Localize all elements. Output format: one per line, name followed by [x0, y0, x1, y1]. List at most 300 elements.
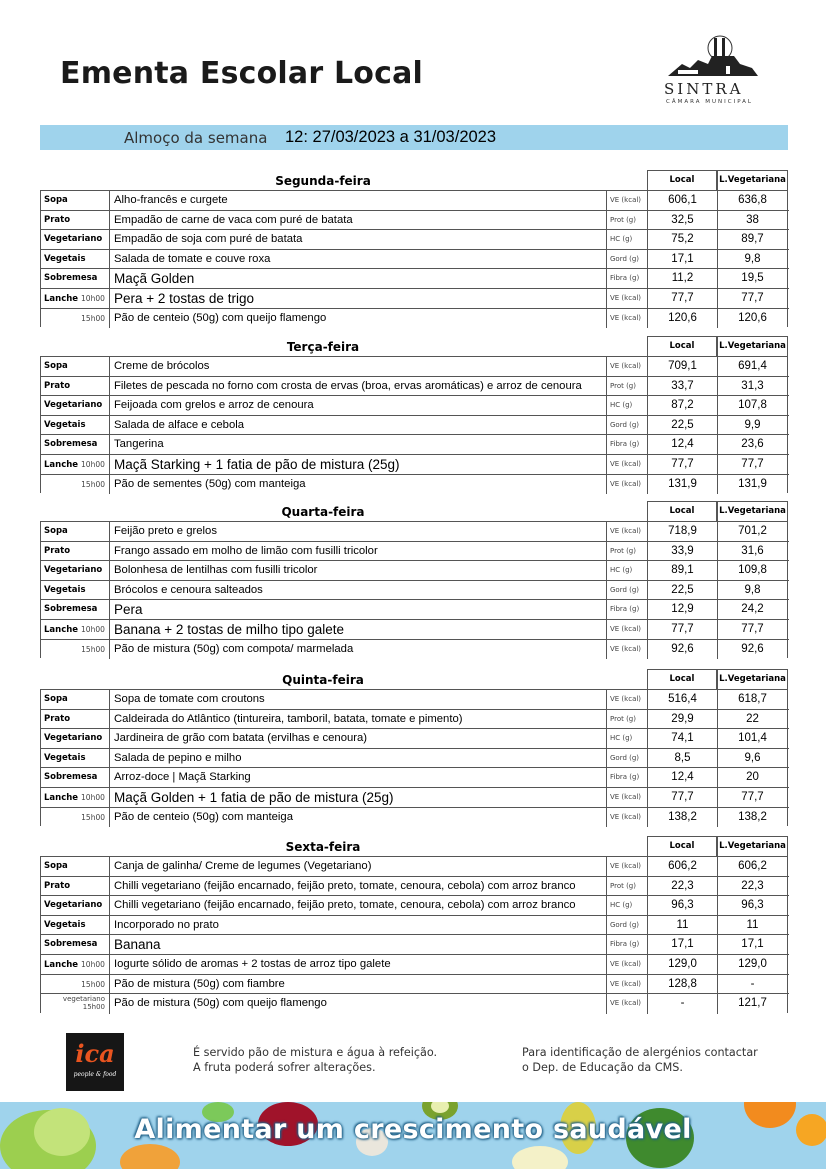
vegetarian-value: 22 — [717, 710, 787, 729]
local-value: 22,5 — [647, 416, 717, 435]
nutrient-label: VE (kcal) — [610, 313, 642, 322]
sintra-palace-icon — [668, 34, 758, 78]
category-label: Vegetais — [44, 919, 86, 930]
category-label: Vegetariano — [44, 400, 103, 411]
dish-name: Banana — [111, 935, 607, 954]
day-header — [40, 170, 788, 190]
table-row — [41, 455, 789, 475]
nutrient-label: Gord (g) — [610, 753, 640, 762]
local-value: 96,3 — [647, 896, 717, 915]
table-row — [41, 435, 789, 455]
nutrient-label: VE (kcal) — [610, 196, 642, 204]
vegetarian-value: 9,8 — [717, 250, 787, 269]
vegetarian-value: 691,4 — [717, 357, 787, 376]
week-dates: 12: 27/03/2023 a 31/03/2023 — [285, 128, 497, 146]
week-label: Almoço da semana — [124, 129, 268, 147]
table-row — [41, 309, 789, 329]
meal-category — [41, 857, 110, 876]
table-row — [41, 975, 789, 995]
table-row — [41, 357, 789, 377]
local-value: 32,5 — [647, 211, 717, 230]
nutrient-label: Prot (g) — [610, 881, 636, 890]
table-row — [41, 877, 789, 897]
dish-name: Creme de brócolos — [111, 357, 607, 376]
day-header — [40, 501, 788, 521]
category-label: Lanche — [44, 793, 79, 803]
meal-category — [41, 542, 110, 561]
day-section — [40, 669, 788, 826]
category-label: Sobremesa — [44, 772, 98, 783]
snack-time: 15h00 — [41, 640, 110, 660]
allergen-note — [522, 1045, 758, 1075]
dish-name: Pera + 2 tostas de trigo — [111, 289, 607, 308]
category-label: Vegetais — [44, 253, 86, 264]
dish-name: Arroz-doce | Maçã Starking — [111, 768, 607, 787]
vegetarian-value: 129,0 — [717, 955, 787, 974]
day-name: Quinta-feira — [282, 673, 364, 687]
category-label: Lanche — [44, 960, 79, 970]
vegetarian-value: 606,2 — [717, 857, 787, 876]
nutrient-label: VE (kcal) — [610, 625, 642, 633]
day-header — [40, 336, 788, 356]
bread-water-note — [193, 1045, 437, 1075]
meal-category — [41, 581, 110, 600]
category-label: Vegetariano — [44, 234, 103, 245]
vegetarian-value: 77,7 — [717, 455, 787, 474]
local-value: 92,6 — [647, 640, 717, 660]
table-row — [41, 896, 789, 916]
dish-name: Salada de alface e cebola — [111, 416, 607, 435]
page-title: Ementa Escolar Local — [60, 56, 424, 91]
dish-name: Maçã Golden + 1 fatia de pão de mistura (25g) — [111, 788, 607, 807]
day-name: Terça-feira — [286, 340, 360, 354]
logo-wordmark: SINTRA — [664, 80, 744, 98]
category-label: Prato — [44, 214, 71, 225]
snack-time: vegetariano 15h00 — [41, 994, 110, 1014]
day-header — [40, 669, 788, 689]
nutrient-label: VE (kcal) — [610, 812, 642, 821]
table-row — [41, 916, 789, 936]
menu-table — [40, 856, 788, 1013]
day-name: Sexta-feira — [285, 840, 361, 854]
local-value: 516,4 — [647, 690, 717, 709]
table-row — [41, 620, 789, 640]
table-row — [41, 269, 789, 289]
meal-category — [41, 955, 110, 974]
nutrient-label: Gord (g) — [610, 920, 640, 929]
meal-category — [41, 416, 110, 435]
local-value: 77,7 — [647, 788, 717, 807]
category-label: Vegetais — [44, 419, 86, 430]
snack-time: 10h00 — [81, 294, 105, 303]
vegetarian-value: 77,7 — [717, 289, 787, 308]
dish-name: Pão de mistura (50g) com fiambre — [111, 975, 607, 994]
vegetarian-value: 701,2 — [717, 522, 787, 541]
footer-banner — [0, 1102, 826, 1169]
menu-table — [40, 521, 788, 658]
category-label: Sopa — [44, 526, 68, 536]
table-row — [41, 522, 789, 542]
nutrient-label: Fibra (g) — [610, 274, 640, 283]
vegetarian-value: 9,8 — [717, 581, 787, 600]
nutrient-label: VE (kcal) — [610, 862, 642, 870]
dish-name: Alho-francês e curgete — [111, 191, 607, 210]
menu-table — [40, 190, 788, 327]
column-header-vegetarian: L.Vegetariana — [717, 336, 788, 356]
vegetarian-value: 636,8 — [717, 191, 787, 210]
meal-category — [41, 896, 110, 915]
column-header-local: Local — [647, 669, 717, 689]
local-value: 77,7 — [647, 620, 717, 639]
table-row — [41, 749, 789, 769]
meal-category — [41, 768, 110, 787]
meal-category — [41, 749, 110, 768]
table-row — [41, 808, 789, 828]
snack-time: 15h00 — [41, 808, 110, 828]
column-header-vegetarian: L.Vegetariana — [717, 170, 788, 190]
table-row — [41, 289, 789, 309]
note-line: Para identificação de alergénios contactar — [522, 1046, 758, 1059]
local-value: 8,5 — [647, 749, 717, 768]
nutrient-label: Prot (g) — [610, 381, 636, 390]
vegetarian-value: 31,3 — [717, 377, 787, 396]
table-row — [41, 396, 789, 416]
dish-name: Iogurte sólido de aromas + 2 tostas de arroz tipo galete — [111, 955, 607, 974]
local-value: 74,1 — [647, 729, 717, 748]
nutrient-label: HC (g) — [610, 401, 633, 410]
nutrient-label: HC (g) — [610, 734, 633, 743]
menu-table — [40, 356, 788, 493]
table-row — [41, 690, 789, 710]
snack-time: 15h00 — [41, 975, 110, 994]
snack-time: 10h00 — [81, 793, 105, 802]
ica-wordmark: ica — [75, 1039, 115, 1068]
meal-category — [41, 710, 110, 729]
vegetarian-value: 17,1 — [717, 935, 787, 954]
vegetarian-value: 9,9 — [717, 416, 787, 435]
dish-name: Sopa de tomate com croutons — [111, 690, 607, 709]
meal-category — [41, 435, 110, 454]
nutrient-label: VE (kcal) — [610, 362, 642, 370]
category-label: Sobremesa — [44, 939, 98, 950]
local-value: 77,7 — [647, 289, 717, 308]
category-label: Prato — [44, 880, 71, 891]
vegetarian-value: 131,9 — [717, 475, 787, 495]
vegetarian-value: 24,2 — [717, 600, 787, 619]
local-value: 606,1 — [647, 191, 717, 210]
table-row — [41, 994, 789, 1014]
local-value: 12,4 — [647, 435, 717, 454]
vegetarian-value: - — [717, 975, 787, 994]
note-line: É servido pão de mistura e água à refeição. — [193, 1046, 438, 1059]
category-label: Lanche — [44, 625, 79, 635]
table-row — [41, 857, 789, 877]
week-bar — [40, 125, 788, 150]
nutrient-label: VE (kcal) — [610, 294, 642, 302]
category-label: Vegetariano — [44, 900, 103, 911]
vegetarian-value: 101,4 — [717, 729, 787, 748]
table-row — [41, 729, 789, 749]
nutrient-label: Fibra (g) — [610, 940, 640, 949]
vegetarian-value: 22,3 — [717, 877, 787, 896]
vegetarian-value: 31,6 — [717, 542, 787, 561]
vegetarian-value: 19,5 — [717, 269, 787, 288]
vegetarian-value: 107,8 — [717, 396, 787, 415]
category-label: Prato — [44, 380, 71, 391]
vegetarian-value: 20 — [717, 768, 787, 787]
local-value: 33,7 — [647, 377, 717, 396]
meal-category — [41, 289, 110, 308]
vegetarian-value: 89,7 — [717, 230, 787, 249]
local-value: 138,2 — [647, 808, 717, 828]
column-header-vegetarian: L.Vegetariana — [717, 669, 788, 689]
nutrient-label: VE (kcal) — [610, 979, 642, 988]
nutrient-label: VE (kcal) — [610, 479, 642, 488]
table-row — [41, 416, 789, 436]
meal-category — [41, 561, 110, 580]
table-row — [41, 561, 789, 581]
meal-category — [41, 729, 110, 748]
nutrient-label: HC (g) — [610, 566, 633, 575]
dish-name: Feijão preto e grelos — [111, 522, 607, 541]
vegetarian-value: 96,3 — [717, 896, 787, 915]
dish-name: Jardineira de grão com batata (ervilhas e cenoura) — [111, 729, 607, 748]
meal-category — [41, 600, 110, 619]
meal-category — [41, 230, 110, 249]
day-name: Segunda-feira — [275, 174, 371, 188]
nutrient-label: VE (kcal) — [610, 644, 642, 653]
column-header-local: Local — [647, 170, 717, 190]
dish-name: Maçã Golden — [111, 269, 607, 288]
snack-time: 10h00 — [81, 625, 105, 634]
category-label: Lanche — [44, 294, 79, 304]
day-section — [40, 170, 788, 327]
table-row — [41, 475, 789, 495]
nutrient-label: Fibra (g) — [610, 773, 640, 782]
snack-time: 10h00 — [81, 960, 105, 969]
category-label: Lanche — [44, 460, 79, 470]
table-row — [41, 955, 789, 975]
meal-category — [41, 396, 110, 415]
local-value: 131,9 — [647, 475, 717, 495]
nutrient-label: VE (kcal) — [610, 695, 642, 703]
nutrient-label: Prot (g) — [610, 714, 636, 723]
dish-name: Salada de pepino e milho — [111, 749, 607, 768]
meal-category — [41, 357, 110, 376]
column-header-vegetarian: L.Vegetariana — [717, 836, 788, 856]
meal-category — [41, 191, 110, 210]
local-value: 22,5 — [647, 581, 717, 600]
vegetarian-value: 9,6 — [717, 749, 787, 768]
nutrient-label: Fibra (g) — [610, 440, 640, 449]
ica-tagline: people & food — [73, 1071, 117, 1078]
meal-category — [41, 788, 110, 807]
table-row — [41, 640, 789, 660]
category-label: Sobremesa — [44, 273, 98, 284]
table-row — [41, 788, 789, 808]
local-value: 11,2 — [647, 269, 717, 288]
table-row — [41, 542, 789, 562]
nutrient-label: VE (kcal) — [610, 793, 642, 801]
category-label: Vegetariano — [44, 733, 103, 744]
meal-category — [41, 250, 110, 269]
category-label: Vegetais — [44, 752, 86, 763]
category-label: Sopa — [44, 861, 68, 871]
local-value: 75,2 — [647, 230, 717, 249]
nutrient-label: HC (g) — [610, 235, 633, 244]
table-row — [41, 581, 789, 601]
dish-name: Filetes de pescada no forno com crosta de ervas (broa, ervas aromáticas) e arroz de cenoura — [111, 377, 607, 396]
table-row — [41, 600, 789, 620]
local-value: 17,1 — [647, 935, 717, 954]
local-value: 87,2 — [647, 396, 717, 415]
vegetarian-value: 77,7 — [717, 620, 787, 639]
day-section — [40, 836, 788, 1013]
local-value: 129,0 — [647, 955, 717, 974]
dish-name: Incorporado no prato — [111, 916, 607, 935]
category-label: Vegetariano — [44, 565, 103, 576]
category-label: Prato — [44, 713, 71, 724]
dish-name: Pão de centeio (50g) com queijo flamengo — [111, 309, 607, 329]
dish-name: Pão de mistura (50g) com compota/ marmelada — [111, 640, 607, 660]
nutrient-label: Prot (g) — [610, 546, 636, 555]
vegetarian-value: 23,6 — [717, 435, 787, 454]
vegetarian-value: 77,7 — [717, 788, 787, 807]
meal-category — [41, 620, 110, 639]
local-value: 718,9 — [647, 522, 717, 541]
vegetarian-value: 109,8 — [717, 561, 787, 580]
nutrient-label: VE (kcal) — [610, 960, 642, 968]
local-value: 17,1 — [647, 250, 717, 269]
local-value: 12,9 — [647, 600, 717, 619]
dish-name: Caldeirada do Atlântico (tintureira, tamboril, batata, tomate e pimento) — [111, 710, 607, 729]
dish-name: Maçã Starking + 1 fatia de pão de mistura (25g) — [111, 455, 607, 474]
local-value: 77,7 — [647, 455, 717, 474]
nutrient-label: Gord (g) — [610, 585, 640, 594]
sintra-logo — [664, 34, 764, 114]
snack-time: 15h00 — [41, 475, 110, 495]
day-header — [40, 836, 788, 856]
local-value: 606,2 — [647, 857, 717, 876]
vegetarian-value: 92,6 — [717, 640, 787, 660]
local-value: - — [647, 994, 717, 1014]
ica-logo — [66, 1033, 124, 1091]
category-label: Vegetais — [44, 584, 86, 595]
dish-name: Feijoada com grelos e arroz de cenoura — [111, 396, 607, 415]
dish-name: Frango assado em molho de limão com fusilli tricolor — [111, 542, 607, 561]
local-value: 120,6 — [647, 309, 717, 329]
local-value: 33,9 — [647, 542, 717, 561]
category-label: Sopa — [44, 195, 68, 205]
snack-time: 10h00 — [81, 460, 105, 469]
vegetarian-value: 11 — [717, 916, 787, 935]
local-value: 89,1 — [647, 561, 717, 580]
dish-name: Chilli vegetariano (feijão encarnado, feijão preto, tomate, cenoura, cebola) com arroz branco — [111, 877, 607, 896]
vegetarian-value: 618,7 — [717, 690, 787, 709]
dish-name: Pão de centeio (50g) com manteiga — [111, 808, 607, 828]
note-line: A fruta poderá sofrer alterações. — [193, 1061, 376, 1074]
dish-name: Chilli vegetariano (feijão encarnado, feijão preto, tomate, cenoura, cebola) com arroz branco — [111, 896, 607, 915]
category-label: Sopa — [44, 361, 68, 371]
local-value: 12,4 — [647, 768, 717, 787]
category-label: Prato — [44, 545, 71, 556]
day-section — [40, 336, 788, 493]
meal-category — [41, 455, 110, 474]
local-value: 128,8 — [647, 975, 717, 994]
dish-name: Banana + 2 tostas de milho tipo galete — [111, 620, 607, 639]
dish-name: Tangerina — [111, 435, 607, 454]
local-value: 11 — [647, 916, 717, 935]
table-row — [41, 935, 789, 955]
column-header-vegetarian: L.Vegetariana — [717, 501, 788, 521]
meal-category — [41, 916, 110, 935]
dish-name: Pão de sementes (50g) com manteiga — [111, 475, 607, 495]
footer-slogan: Alimentar um crescimento saudável — [134, 1114, 692, 1145]
menu-table — [40, 689, 788, 826]
table-row — [41, 710, 789, 730]
day-name: Quarta-feira — [281, 505, 365, 519]
table-row — [41, 377, 789, 397]
vegetarian-value: 120,6 — [717, 309, 787, 329]
dish-name: Empadão de carne de vaca com puré de batata — [111, 211, 607, 230]
logo-subtitle: CÂMARA MUNICIPAL — [666, 99, 753, 105]
nutrient-label: Gord (g) — [610, 254, 640, 263]
table-row — [41, 250, 789, 270]
meal-category — [41, 377, 110, 396]
snack-time: 15h00 — [41, 309, 110, 329]
table-row — [41, 211, 789, 231]
category-label: Sopa — [44, 694, 68, 704]
nutrient-label: VE (kcal) — [610, 460, 642, 468]
category-label: Sobremesa — [44, 604, 98, 615]
dish-name: Bolonhesa de lentilhas com fusilli tricolor — [111, 561, 607, 580]
table-row — [41, 230, 789, 250]
meal-category — [41, 269, 110, 288]
table-row — [41, 768, 789, 788]
day-section — [40, 501, 788, 658]
meal-category — [41, 690, 110, 709]
vegetarian-value: 138,2 — [717, 808, 787, 828]
meal-category — [41, 522, 110, 541]
local-value: 29,9 — [647, 710, 717, 729]
local-value: 709,1 — [647, 357, 717, 376]
table-row — [41, 191, 789, 211]
local-value: 22,3 — [647, 877, 717, 896]
dish-name: Pão de mistura (50g) com queijo flamengo — [111, 994, 607, 1014]
dish-name: Salada de tomate e couve roxa — [111, 250, 607, 269]
dish-name: Empadão de soja com puré de batata — [111, 230, 607, 249]
nutrient-label: Gord (g) — [610, 420, 640, 429]
dish-name: Brócolos e cenoura salteados — [111, 581, 607, 600]
column-header-local: Local — [647, 836, 717, 856]
dish-name: Canja de galinha/ Creme de legumes (Vegetariano) — [111, 857, 607, 876]
dish-name: Pera — [111, 600, 607, 619]
note-line: o Dep. de Educação da CMS. — [522, 1061, 683, 1074]
nutrient-label: Fibra (g) — [610, 605, 640, 614]
category-label: Sobremesa — [44, 439, 98, 450]
column-header-local: Local — [647, 501, 717, 521]
vegetarian-value: 38 — [717, 211, 787, 230]
vegetarian-value: 121,7 — [717, 994, 787, 1014]
meal-category — [41, 877, 110, 896]
nutrient-label: VE (kcal) — [610, 527, 642, 535]
column-header-local: Local — [647, 336, 717, 356]
nutrient-label: Prot (g) — [610, 215, 636, 224]
nutrient-label: HC (g) — [610, 901, 633, 910]
meal-category — [41, 935, 110, 954]
meal-category — [41, 211, 110, 230]
nutrient-label: VE (kcal) — [610, 999, 642, 1008]
